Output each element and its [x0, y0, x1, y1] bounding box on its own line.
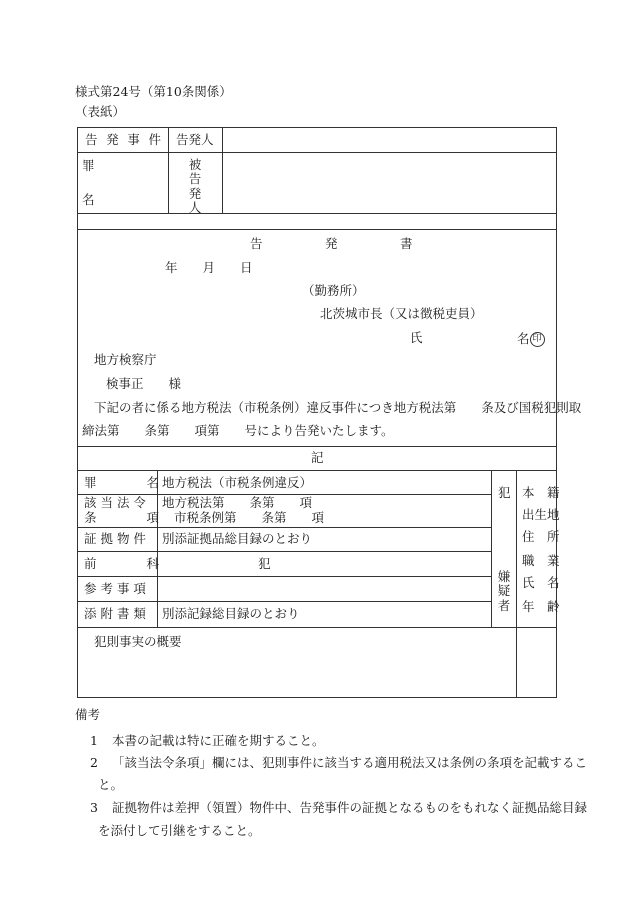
seal-icon: 印 — [530, 332, 545, 347]
attribute-label: 職 業 — [522, 553, 560, 568]
row-label: 条 項 — [84, 510, 160, 525]
divider — [77, 551, 491, 552]
row-label: 罪 名 — [84, 475, 160, 490]
row-label: 参 考 事 項 — [84, 581, 146, 596]
cover-label: （表紙） — [75, 104, 126, 119]
row-value: 地方税法第 条第 項 — [162, 495, 313, 510]
to-office: 地方検察庁 — [94, 352, 157, 367]
summary-label: 犯則事実の概要 — [94, 634, 182, 649]
to-person: 検事正 様 — [106, 376, 182, 391]
crime-label: 名 — [82, 192, 95, 207]
row-label: 該 当 法 令 — [84, 495, 146, 510]
note-text: 証拠物件は差押（領置）物件中、告発事件の証拠となるものをもれなく証拠品総目録 — [112, 800, 588, 815]
attribute-label: 本 籍 — [522, 485, 560, 500]
row-value: 地方税法（市税条例違反） — [162, 475, 313, 490]
form-number: 様式第24号（第10条関係） — [75, 84, 232, 99]
divider — [168, 127, 169, 213]
office-label: （勤務所） — [302, 283, 365, 298]
letter-title: 告 発 書 — [250, 236, 413, 251]
case-label: 告 発 事 件 — [85, 132, 161, 147]
accused-label: 被告発人 — [188, 157, 202, 216]
issuer: 北茨城市長（又は徴税吏員） — [320, 306, 483, 321]
table-top-border — [77, 127, 557, 128]
name-label — [517, 332, 545, 347]
row-value: 別添記録総目録のとおり — [162, 606, 300, 621]
attribute-label: 年 齢 — [522, 599, 560, 614]
note-text: 「該当法令条項」欄には、犯則事件に該当する適用税法又は条例の条項を記載するこ — [112, 755, 588, 770]
divider — [77, 213, 557, 214]
divider — [491, 470, 492, 627]
row-label: 証 拠 物 件 — [84, 531, 146, 546]
record-heading: 記 — [311, 450, 324, 465]
divider — [77, 576, 491, 577]
divider — [77, 627, 557, 628]
row-value: 別添証拠品総目録のとおり — [162, 531, 313, 546]
note-text: を添付して引継をすること。 — [98, 823, 261, 838]
divider — [77, 470, 557, 471]
suspect-label: 犯 — [498, 485, 511, 500]
row-value: 市税条例第 条第 項 — [174, 510, 325, 525]
divider — [157, 470, 158, 627]
table-bottom-border — [77, 697, 557, 698]
note-number: 1 — [90, 733, 98, 748]
notes-heading: 備考 — [75, 707, 101, 722]
note-number: 2 — [90, 755, 98, 770]
letter-body: 下記の者に係る地方税法（市税条例）違反事件につき地方税法第 条及び国税犯則取 — [94, 400, 582, 415]
suspect-label: 嫌疑者 — [497, 569, 511, 613]
accuser-label: 告発人 — [176, 132, 214, 147]
note-text: と。 — [98, 777, 124, 792]
divider — [77, 152, 557, 153]
attribute-label: 氏 名 — [522, 575, 560, 590]
divider — [77, 601, 491, 602]
row-label: 前 科 — [84, 556, 160, 571]
divider — [77, 446, 557, 447]
row-value: 犯 — [258, 556, 271, 571]
divider — [222, 127, 223, 213]
divider — [77, 527, 491, 528]
note-text: 本書の記載は特に正確を期すること。 — [112, 733, 325, 748]
letter-body: 締法第 条第 項第 号により告発いたします。 — [82, 423, 394, 438]
name-label: 氏 — [410, 330, 423, 345]
attribute-label: 出生地 — [522, 507, 560, 522]
note-number: 3 — [90, 800, 98, 815]
attribute-label: 住 所 — [522, 529, 560, 544]
name-label-char: 名 — [517, 331, 530, 346]
letter-date: 年 月 日 — [165, 260, 253, 275]
divider — [77, 229, 557, 230]
crime-label: 罪 — [82, 158, 95, 173]
row-label: 添 附 書 類 — [84, 606, 146, 621]
divider — [516, 470, 517, 697]
